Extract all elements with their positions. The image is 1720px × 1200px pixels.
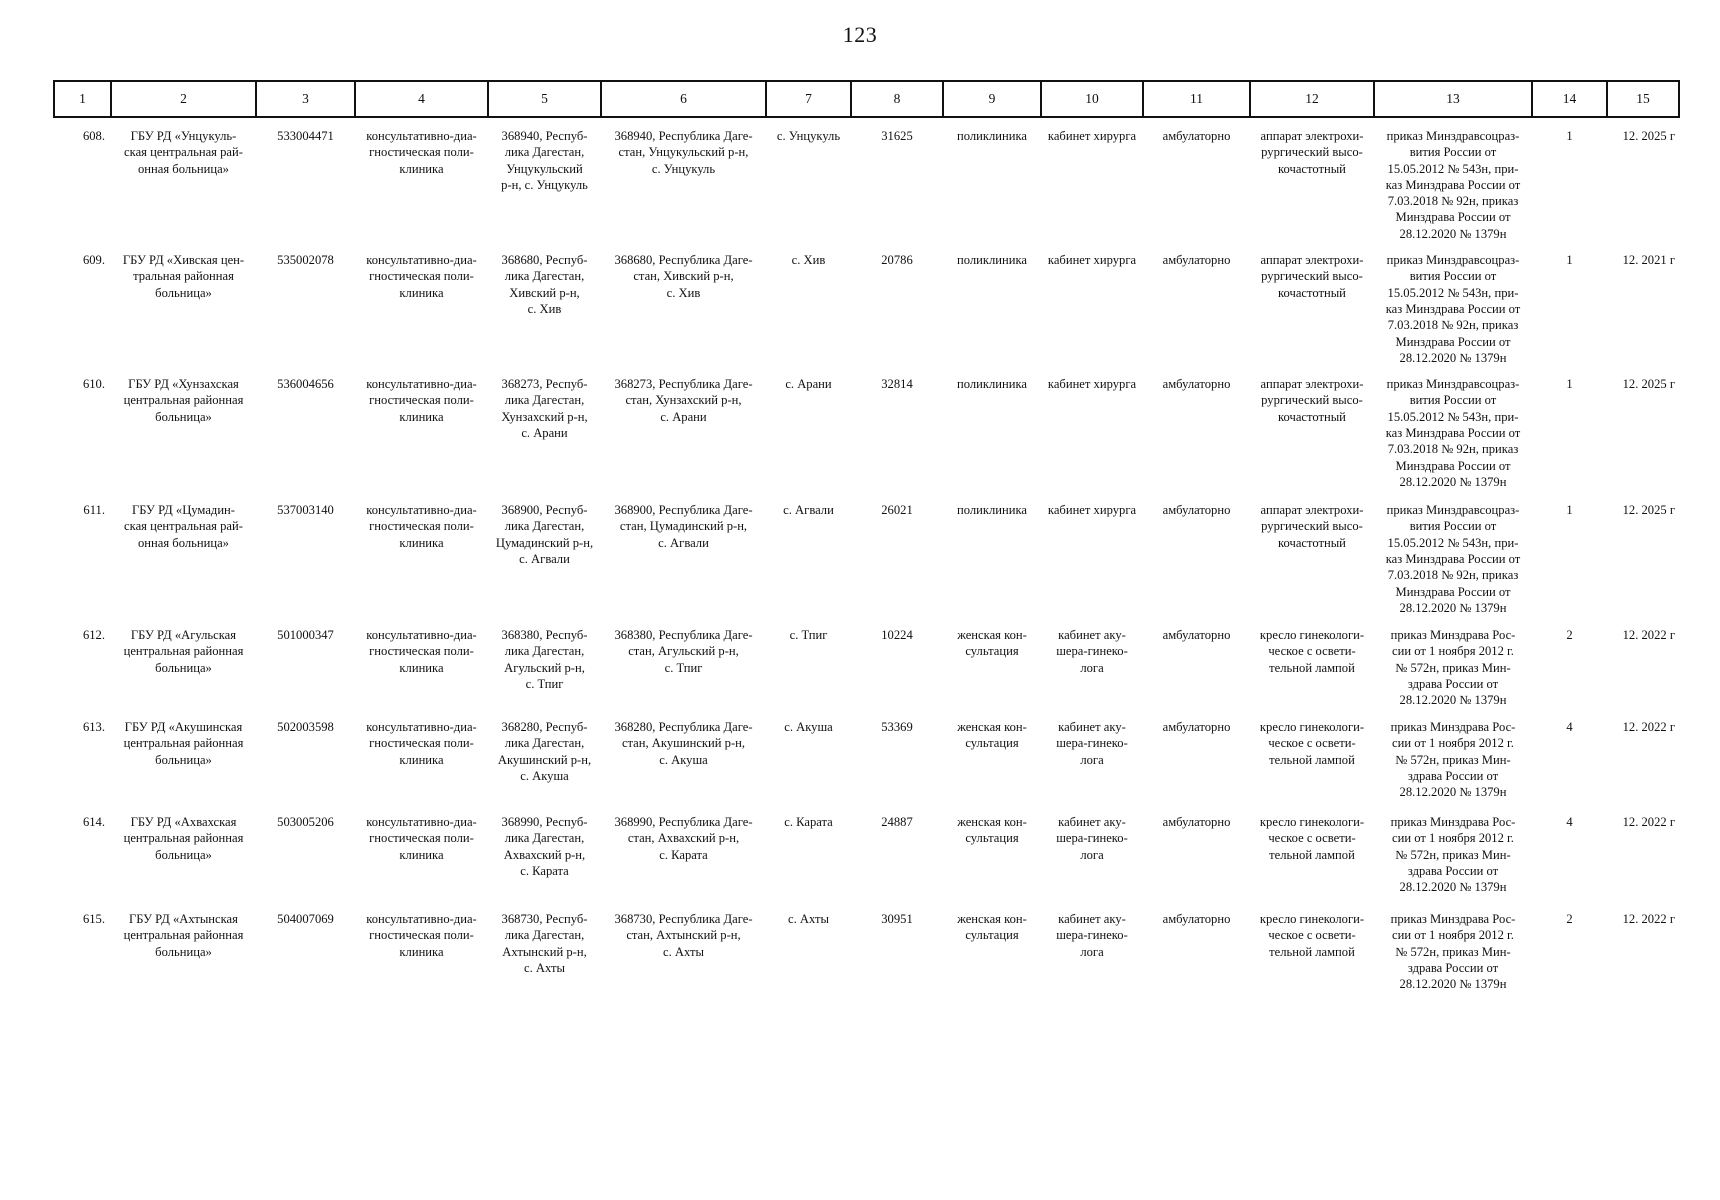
facility-address: 368680, Республика Даге- стан, Хивский р-н, с. Хив <box>614 253 753 300</box>
regulation-order: приказ Минздравсоцраз- вития России от 15.05.2012 № 543н, при- каз Минздрава России от 7.03.2018 № 92н, приказ Минздрава России от 28.12.2020 № 1379н <box>1385 129 1521 241</box>
facility-type: консультативно-диа- гностическая поли- клиника <box>366 628 477 675</box>
unit-type: женская кон- сультация <box>957 912 1027 943</box>
settlement: с. Акуша <box>784 720 833 735</box>
due-date: 12. 2022 г <box>1622 912 1675 927</box>
facility-type: консультативно-диа- гностическая поли- клиника <box>366 912 477 959</box>
organization-code: 503005206 <box>277 815 334 830</box>
table-header-row <box>54 81 1679 117</box>
unit-type: поликлиника <box>956 253 1028 268</box>
row-number: 613. <box>82 720 105 735</box>
facility-address: 368730, Республика Даге- стан, Ахтынский р-н, с. Ахты <box>614 912 753 959</box>
care-mode: амбулаторно <box>1162 503 1231 518</box>
care-mode: амбулаторно <box>1162 912 1231 927</box>
row-number: 612. <box>82 628 105 643</box>
organization-name: ГБУ РД «Акушинская центральная районная больница» <box>123 720 244 767</box>
column-header: 9 <box>943 81 1041 117</box>
care-mode: амбулаторно <box>1162 815 1231 830</box>
row-number: 614. <box>82 815 105 830</box>
quantity: 2 <box>1566 912 1573 927</box>
facility-type: консультативно-диа- гностическая поли- клиника <box>366 377 477 424</box>
column-header: 5 <box>488 81 601 117</box>
settlement: с. Арани <box>785 377 832 392</box>
room-type: кабинет хирурга <box>1047 503 1137 518</box>
legal-address: 368730, Респуб- лика Дагестан, Ахтынский р-н, с. Ахты <box>501 912 588 976</box>
facility-address: 368900, Республика Даге- стан, Цумадинский р-н, с. Агвали <box>614 503 753 550</box>
room-type: кабинет аку- шера-гинеко- лога <box>1056 912 1128 959</box>
organization-code: 502003598 <box>277 720 334 735</box>
room-type: кабинет аку- шера-гинеко- лога <box>1056 628 1128 675</box>
equipment-name: кресло гинекологи- ческое с освети- тельной лампой <box>1259 720 1365 767</box>
population: 10224 <box>881 628 913 643</box>
room-type: кабинет хирурга <box>1047 129 1137 143</box>
settlement: с. Унцукуль <box>776 129 841 143</box>
column-header: 13 <box>1374 81 1532 117</box>
regulation-order: приказ Минздравсоцраз- вития России от 15.05.2012 № 543н, при- каз Минздрава России от 7.03.2018 № 92н, приказ Минздрава России от 28.12.2020 № 1379н <box>1385 503 1521 615</box>
organization-code: 504007069 <box>277 912 334 927</box>
organization-name: ГБУ РД «Цумадин- ская центральная рай- онная больница» <box>124 503 243 550</box>
regulation-order: приказ Минздравсоцраз- вития России от 15.05.2012 № 543н, при- каз Минздрава России от 7.03.2018 № 92н, приказ Минздрава России от 28.12.2020 № 1379н <box>1385 377 1521 489</box>
settlement: с. Агвали <box>783 503 834 518</box>
column-header: 7 <box>766 81 851 117</box>
legal-address: 368380, Респуб- лика Дагестан, Агульский р-н, с. Тпиг <box>501 628 588 692</box>
page-number: 123 <box>842 22 878 47</box>
population: 30951 <box>881 912 913 927</box>
column-header: 14 <box>1532 81 1607 117</box>
organization-code: 536004656 <box>277 377 334 392</box>
population: 26021 <box>881 503 913 518</box>
facility-type: консультативно-диа- гностическая поли- клиника <box>366 129 477 176</box>
unit-type: поликлиника <box>956 377 1028 392</box>
room-type: кабинет аку- шера-гинеко- лога <box>1056 815 1128 862</box>
column-header: 8 <box>851 81 943 117</box>
quantity: 1 <box>1566 129 1573 143</box>
facility-address: 368273, Республика Даге- стан, Хунзахский р-н, с. Арани <box>614 377 753 424</box>
regulation-order: приказ Минздрава Рос- сии от 1 ноября 2012 г. № 572н, приказ Мин- здрава России от 28.12.2020 № 1379н <box>1390 815 1516 895</box>
row-number: 610. <box>82 377 105 392</box>
quantity: 4 <box>1566 815 1573 830</box>
legal-address: 368940, Респуб- лика Дагестан, Унцукульский р-н, с. Унцукуль <box>501 129 588 192</box>
room-type: кабинет аку- шера-гинеко- лога <box>1056 720 1128 767</box>
legal-address: 368900, Респуб- лика Дагестан, Цумадинский р-н, с. Агвали <box>495 503 594 567</box>
equipment-table <box>53 80 1680 1001</box>
regulation-order: приказ Минздрава Рос- сии от 1 ноября 2012 г. № 572н, приказ Мин- здрава России от 28.12.2020 № 1379н <box>1390 912 1516 992</box>
care-mode: амбулаторно <box>1162 253 1231 268</box>
quantity: 4 <box>1566 720 1573 735</box>
due-date: 12. 2022 г <box>1622 628 1675 643</box>
equipment-name: кресло гинекологи- ческое с освети- тельной лампой <box>1259 628 1365 675</box>
row-number: 609. <box>82 253 105 268</box>
column-header: 2 <box>111 81 256 117</box>
settlement: с. Ахты <box>788 912 829 927</box>
facility-address: 368940, Республика Даге- стан, Унцукульский р-н, с. Унцукуль <box>614 129 753 176</box>
equipment-name: кресло гинекологи- ческое с освети- тельной лампой <box>1259 815 1365 862</box>
legal-address: 368280, Респуб- лика Дагестан, Акушинский р-н, с. Акуша <box>497 720 592 784</box>
population: 20786 <box>881 253 913 268</box>
due-date: 12. 2025 г <box>1622 503 1675 518</box>
due-date: 12. 2021 г <box>1622 253 1675 268</box>
table-row <box>54 709 1679 804</box>
settlement: с. Карата <box>784 815 833 830</box>
room-type: кабинет хирурга <box>1047 253 1137 268</box>
table-row <box>54 617 1679 709</box>
facility-address: 368280, Республика Даге- стан, Акушинский р-н, с. Акуша <box>614 720 753 767</box>
unit-type: женская кон- сультация <box>957 720 1027 751</box>
quantity: 1 <box>1566 377 1573 392</box>
due-date: 12. 2025 г <box>1622 129 1675 143</box>
unit-type: женская кон- сультация <box>957 628 1027 659</box>
table-row <box>54 242 1679 366</box>
column-header: 6 <box>601 81 766 117</box>
organization-code: 533004471 <box>277 129 334 143</box>
equipment-name: аппарат электрохи- рургический высо- кочастотный <box>1260 129 1364 176</box>
equipment-name: аппарат электрохи- рургический высо- кочастотный <box>1260 503 1364 550</box>
unit-type: женская кон- сультация <box>957 815 1027 846</box>
room-type: кабинет хирурга <box>1047 377 1137 392</box>
regulation-order: приказ Минздрава Рос- сии от 1 ноября 2012 г. № 572н, приказ Мин- здрава России от 28.12.2020 № 1379н <box>1390 628 1516 708</box>
equipment-name: аппарат электрохи- рургический высо- кочастотный <box>1260 377 1364 424</box>
column-header: 1 <box>54 81 111 117</box>
column-header: 10 <box>1041 81 1143 117</box>
quantity: 1 <box>1566 503 1573 518</box>
facility-type: консультативно-диа- гностическая поли- клиника <box>366 503 477 550</box>
column-header: 11 <box>1143 81 1250 117</box>
organization-name: ГБУ РД «Агульская центральная районная больница» <box>123 628 244 675</box>
population: 24887 <box>881 815 913 830</box>
organization-code: 537003140 <box>277 503 334 518</box>
due-date: 12. 2022 г <box>1622 720 1675 735</box>
facility-type: консультативно-диа- гностическая поли- клиника <box>366 720 477 767</box>
settlement: с. Тпиг <box>789 628 828 643</box>
column-header: 3 <box>256 81 355 117</box>
equipment-name: кресло гинекологи- ческое с освети- тельной лампой <box>1259 912 1365 959</box>
table-row <box>54 492 1679 617</box>
regulation-order: приказ Минздрава Рос- сии от 1 ноября 2012 г. № 572н, приказ Мин- здрава России от 28.12.2020 № 1379н <box>1390 720 1516 800</box>
column-header: 12 <box>1250 81 1374 117</box>
facility-address: 368990, Республика Даге- стан, Ахвахский р-н, с. Карата <box>614 815 753 862</box>
column-header: 4 <box>355 81 488 117</box>
settlement: с. Хив <box>791 253 826 268</box>
care-mode: амбулаторно <box>1162 377 1231 392</box>
regulation-order: приказ Минздравсоцраз- вития России от 15.05.2012 № 543н, при- каз Минздрава России от 7.03.2018 № 92н, приказ Минздрава России от 28.12.2020 № 1379н <box>1385 253 1521 365</box>
legal-address: 368273, Респуб- лика Дагестан, Хунзахский р-н, с. Арани <box>501 377 588 441</box>
table-row <box>54 366 1679 492</box>
organization-code: 535002078 <box>277 253 334 268</box>
due-date: 12. 2022 г <box>1622 815 1675 830</box>
quantity: 2 <box>1566 628 1573 643</box>
population: 31625 <box>881 129 913 143</box>
row-number: 615. <box>82 912 105 927</box>
quantity: 1 <box>1566 253 1573 268</box>
unit-type: поликлиника <box>956 503 1028 518</box>
organization-name: ГБУ РД «Ахтынская центральная районная больница» <box>123 912 244 959</box>
table-row <box>54 804 1679 901</box>
organization-name: ГБУ РД «Хивская цен- тральная районная больница» <box>122 253 245 300</box>
column-header: 15 <box>1607 81 1679 117</box>
legal-address: 368680, Респуб- лика Дагестан, Хивский р-н, с. Хив <box>501 253 588 316</box>
equipment-name: аппарат электрохи- рургический высо- кочастотный <box>1260 253 1364 300</box>
organization-name: ГБУ РД «Хунзахская центральная районная больница» <box>123 377 244 424</box>
unit-type: поликлиника <box>956 129 1028 143</box>
legal-address: 368990, Респуб- лика Дагестан, Ахвахский р-н, с. Карата <box>501 815 588 879</box>
organization-name: ГБУ РД «Унцукуль- ская центральная рай- онная больница» <box>124 129 243 176</box>
facility-type: консультативно-диа- гностическая поли- клиника <box>366 815 477 862</box>
facility-address: 368380, Республика Даге- стан, Агульский р-н, с. Тпиг <box>614 628 753 675</box>
row-number: 608. <box>82 129 105 143</box>
care-mode: амбулаторно <box>1162 129 1231 143</box>
row-number: 611. <box>83 503 105 518</box>
population: 53369 <box>881 720 913 735</box>
facility-type: консультативно-диа- гностическая поли- клиника <box>366 253 477 300</box>
table-row <box>54 901 1679 1001</box>
care-mode: амбулаторно <box>1162 720 1231 735</box>
care-mode: амбулаторно <box>1162 628 1231 643</box>
organization-name: ГБУ РД «Ахвахская центральная районная больница» <box>123 815 244 862</box>
population: 32814 <box>881 377 913 392</box>
table-row <box>54 117 1679 242</box>
due-date: 12. 2025 г <box>1622 377 1675 392</box>
organization-code: 501000347 <box>277 628 334 643</box>
